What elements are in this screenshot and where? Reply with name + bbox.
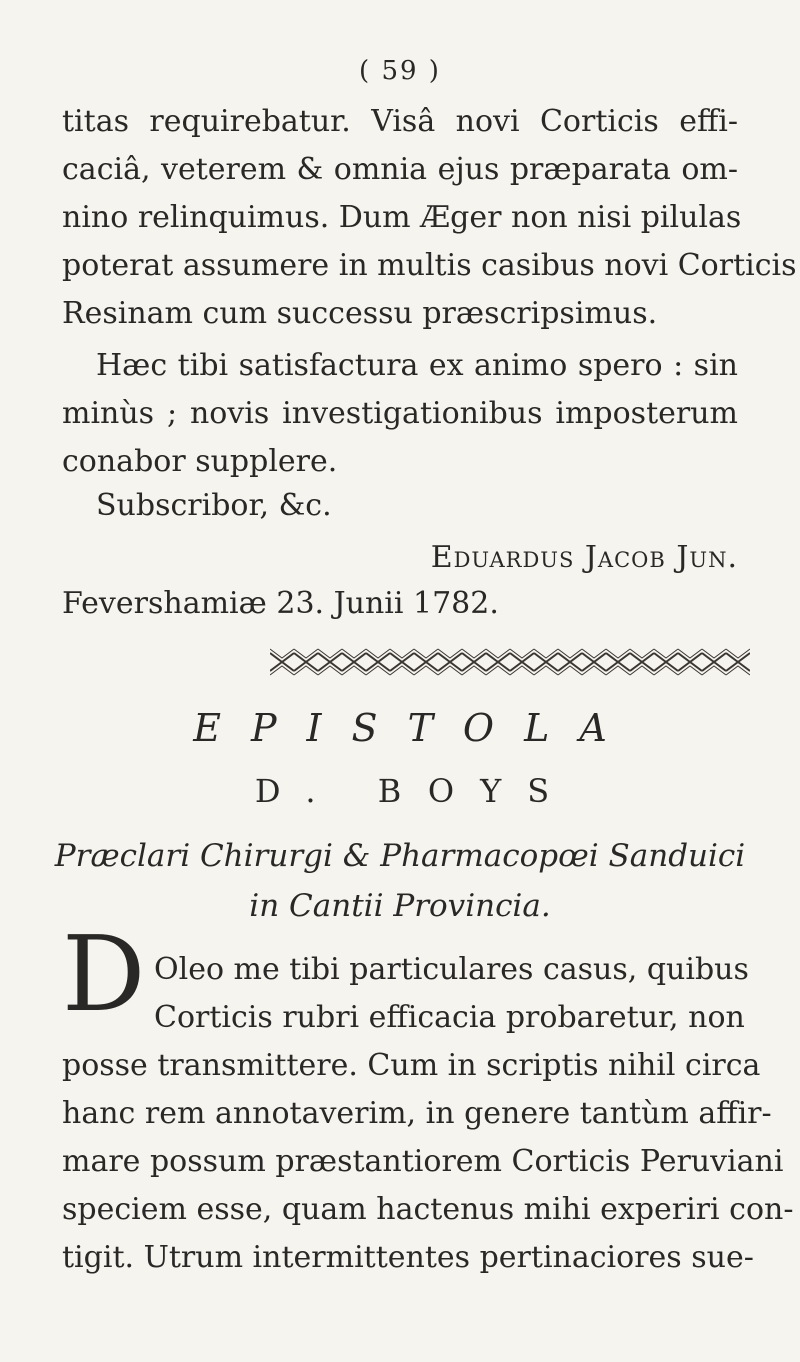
heading-epistola: EPISTOLA: [193, 706, 637, 750]
text-line: speciem esse, quam hactenus mihi experiri con-: [62, 1192, 794, 1227]
text-line: caciâ, veterem & omnia ejus præparata om-: [62, 152, 738, 187]
text-line: nino relinquimus. Dum Æger non nisi pilulas: [62, 200, 742, 235]
text-line: poterat assumere in multis casibus novi Corticis: [62, 248, 797, 283]
subtitle-line: Præclari Chirurgi & Pharmacopœi Sanduici: [54, 838, 746, 874]
recipient-name: D. BOYS: [254, 772, 576, 810]
page-number: ( 59 ): [359, 56, 441, 86]
text-line: Oleo me tibi particulares casus, quibus: [154, 952, 749, 987]
decorative-border-icon: [270, 645, 750, 679]
date-line: Fevershamiæ 23. Junii 1782.: [62, 586, 499, 621]
signature-line: Subscribor, &c.: [96, 488, 332, 523]
text-line: mare possum præstantiorem Corticis Peruviani: [62, 1144, 784, 1179]
text-line: minùs ; novis investigationibus imposterum: [62, 396, 738, 431]
text-line: titas requirebatur. Visâ novi Corticis effi-: [62, 104, 738, 139]
subtitle-line: in Cantii Provincia.: [249, 888, 551, 924]
drop-cap: D: [62, 913, 146, 1035]
text-line: hanc rem annotaverim, in genere tantùm affir-: [62, 1096, 772, 1131]
text-line: posse transmittere. Cum in scriptis nihil circa: [62, 1048, 761, 1083]
text-line: Corticis rubri efficacia probaretur, non: [154, 1000, 745, 1035]
text-line: conabor supplere.: [62, 444, 338, 479]
text-line: Hæc tibi satisfactura ex animo spero : sin: [96, 348, 738, 383]
text-line: tigit. Utrum intermittentes pertinaciores sue-: [62, 1240, 754, 1275]
author-name: Eduardus Jacob Jun.: [430, 540, 738, 575]
text-line: Resinam cum successu præscripsimus.: [62, 296, 658, 331]
